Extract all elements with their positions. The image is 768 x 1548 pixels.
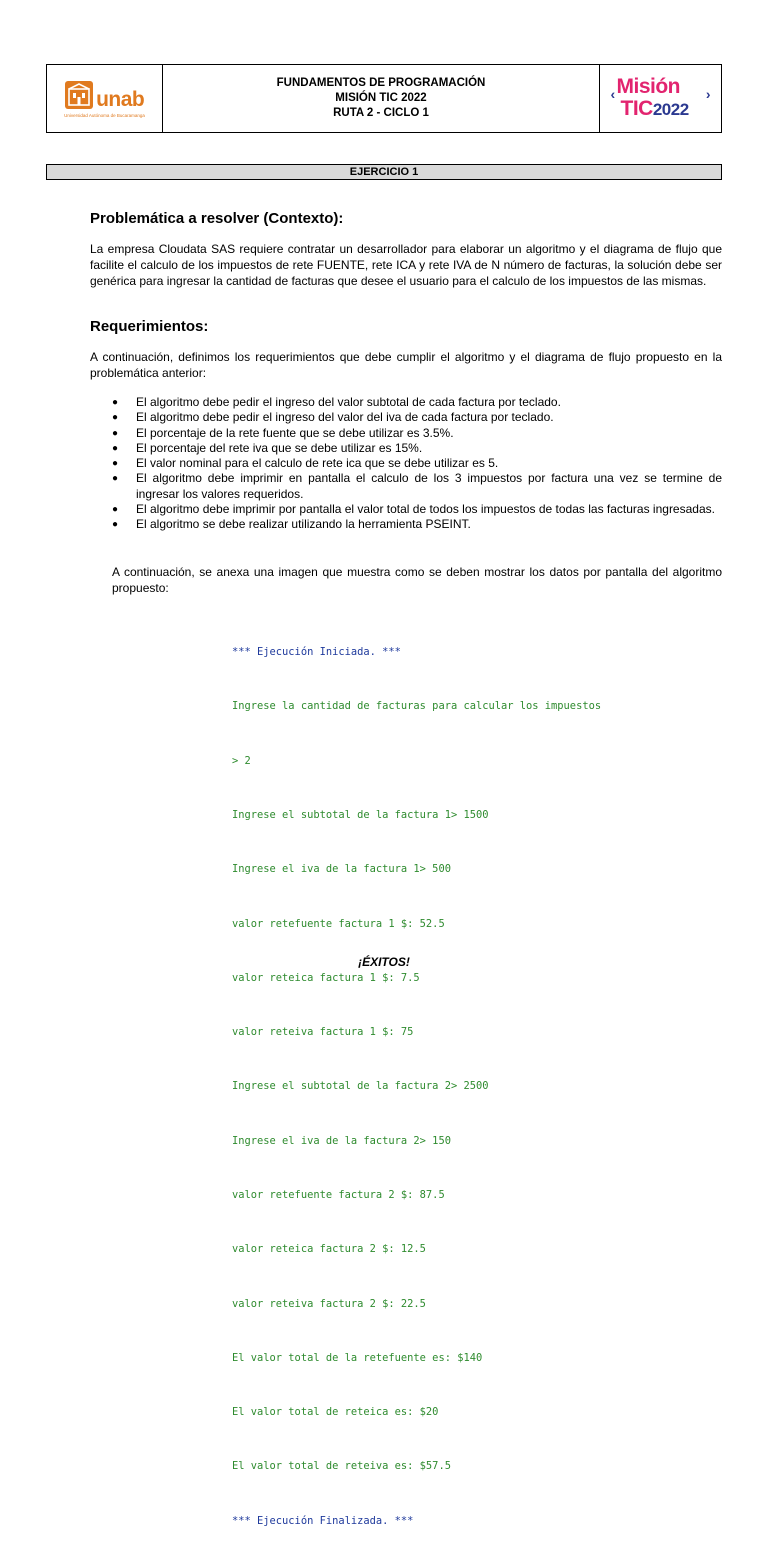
unab-logo	[64, 80, 145, 118]
unab-building-icon	[64, 80, 94, 110]
list-item-text: El algoritmo debe imprimir por pantalla el valor total de todos los impuestos de todas las facturas ingresadas.	[136, 502, 715, 517]
console-line: valor retefuente factura 2 $: 87.5	[232, 1189, 445, 1201]
list-item-text: El algoritmo debe pedir el ingreso del valor del iva de cada factura por teclado.	[136, 410, 554, 425]
console-line: valor reteiva factura 1 $: 75	[232, 1026, 414, 1039]
context-paragraph: La empresa Cloudata SAS requiere contratar un desarrollador para elaborar un algoritmo y el diagrama de flujo que facilite el calculo de los impuestos de rete FUENTE, rete ICA y rete IVA de N número de facturas, la solución debe ser genérica para ingresar la cantidad de facturas que desee el usuario para el calculo de los impuestos de las mismas.	[90, 242, 722, 288]
bullet-icon: ●	[112, 412, 119, 424]
context-heading: Problemática a resolver (Contexto):	[90, 210, 344, 227]
console-line: > 2	[232, 754, 251, 767]
header-title-line-3: RUTA 2 - CICLO 1	[333, 107, 429, 119]
requirements-heading: Requerimientos:	[90, 318, 209, 335]
mision-tic-logo-cell	[599, 65, 721, 132]
unab-subtitle: Universidad Autónoma de Bucaramanga	[64, 112, 145, 118]
mision-logo-tic: TIC	[620, 96, 653, 120]
closing-text: ¡ÉXITOS!	[358, 955, 410, 969]
list-item-text: El algoritmo debe pedir el ingreso del valor subtotal de cada factura por teclado.	[136, 395, 561, 409]
bullet-icon: ●	[112, 458, 119, 470]
mision-right-bracket-icon: ›	[705, 85, 711, 102]
console-line: El valor total de reteiva es: $57.5	[232, 1460, 451, 1473]
list-item	[90, 410, 722, 425]
list-item-text: El algoritmo debe imprimir en pantalla el calculo de los 3 impuestos por factura una vez se termine de ingresar los valores requeridos.	[136, 471, 722, 501]
annex-paragraph: A continuación, se anexa una imagen que muestra como se deben mostrar los datos por pantalla del algoritmo propuesto:	[112, 565, 722, 595]
console-line: Ingrese el iva de la factura 1> 500	[232, 863, 451, 876]
list-item-text: El valor nominal para el calculo de rete ica que se debe utilizar es 5.	[136, 456, 499, 471]
console-line: *** Ejecución Finalizada. ***	[232, 1514, 414, 1527]
bullet-icon: ●	[112, 473, 119, 485]
list-item	[90, 471, 722, 502]
console-line: valor reteica factura 2 $: 12.5	[232, 1243, 426, 1256]
bullet-icon: ●	[112, 427, 119, 439]
mision-logo-year: 2022	[652, 99, 689, 119]
list-item-text: El porcentaje de la rete fuente que se debe utilizar es 3.5%.	[136, 425, 454, 440]
list-item	[90, 517, 722, 532]
mision-logo-line-1: Misión	[616, 74, 680, 98]
console-output	[232, 607, 632, 1548]
list-item	[90, 502, 722, 517]
bullet-icon: ●	[112, 397, 119, 408]
console-line: Ingrese el subtotal de la factura 1> 1500	[232, 809, 489, 822]
mision-left-bracket-icon: ‹	[610, 85, 616, 102]
document-header	[46, 64, 722, 133]
console-line: El valor total de la retefuente es: $140	[232, 1351, 483, 1364]
console-line: Ingrese el subtotal de la factura 2> 2500	[232, 1080, 489, 1093]
requirements-list	[90, 395, 722, 533]
header-title-line-1: FUNDAMENTOS DE PROGRAMACIÓN	[276, 77, 486, 89]
mision-logo-line-2	[621, 97, 689, 121]
bullet-icon: ●	[112, 519, 119, 531]
console-line: El valor total de reteica es: $20	[232, 1406, 439, 1419]
console-line: Ingrese el iva de la factura 2> 150	[232, 1134, 451, 1147]
list-item	[90, 441, 722, 456]
console-line: *** Ejecución Iniciada. ***	[232, 646, 401, 659]
list-item	[90, 456, 722, 471]
console-line: Ingrese la cantidad de facturas para calcular los impuestos	[232, 700, 602, 713]
header-title-cell	[163, 65, 599, 132]
requirements-intro: A continuación, definimos los requerimientos que debe cumplir el algoritmo y el diagrama de flujo propuesto en la problemática anterior:	[90, 350, 722, 380]
exercise-label: EJERCICIO 1	[46, 164, 722, 180]
unab-wordmark: unab	[96, 87, 145, 111]
header-title-line-2: MISIÓN TIC 2022	[335, 92, 427, 104]
list-item-text: El algoritmo se debe realizar utilizando la herramienta PSEINT.	[136, 517, 471, 532]
unab-logo-cell	[47, 65, 163, 132]
bullet-icon: ●	[112, 504, 119, 516]
list-item	[90, 395, 722, 410]
console-line: valor retefuente factura 1 $: 52.5	[232, 917, 445, 930]
bullet-icon: ●	[112, 442, 119, 454]
list-item-text: El porcentaje del rete iva que se debe utilizar es 15%.	[136, 440, 423, 455]
mision-tic-logo	[611, 72, 711, 126]
list-item	[90, 426, 722, 441]
console-line: valor reteiva factura 2 $: 22.5	[232, 1297, 426, 1310]
console-line: valor reteica factura 1 $: 7.5	[232, 971, 420, 984]
